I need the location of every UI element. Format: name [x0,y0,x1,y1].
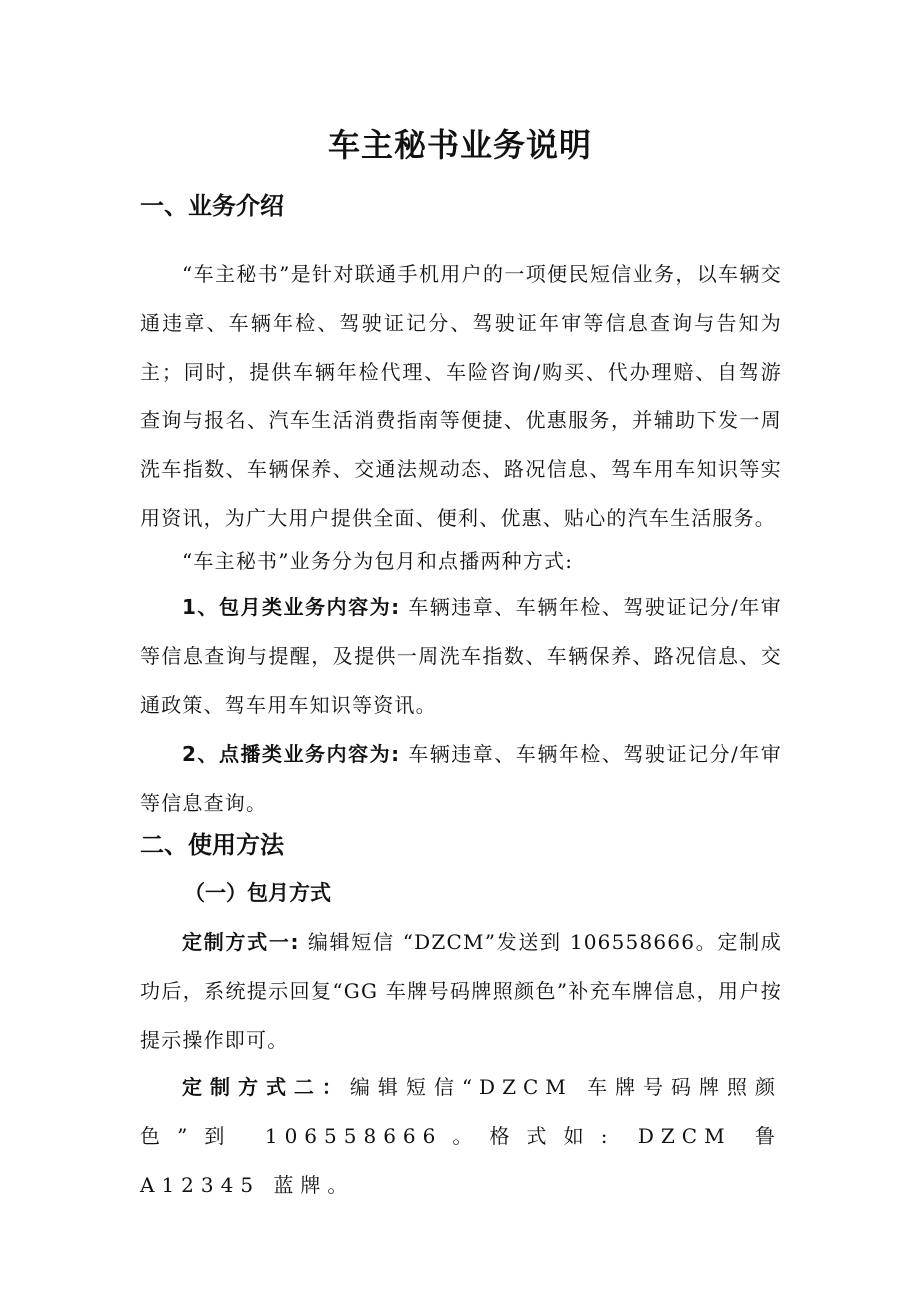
subscribe-method-one-label: 定制方式一: [182,930,300,954]
monthly-content-text: 车辆违章、车辆年检、驾驶证记分/年审等信息查询与提醒，及提供一周洗车指数、车辆保养、路况信息、交通政策、驾车用车知识等资讯。 [140,595,782,717]
subscribe-method-two-text: 编辑短信“DZCM 车牌号码牌照颜色”到 106558666。格式如: DZCM 鲁 A12345 蓝牌。 [140,1075,783,1197]
document-title: 车主秘书业务说明 [327,126,592,164]
on-demand-content-label: 2、点播类业务内容为: [182,742,401,766]
intro-paragraph: “车主秘书”是针对联通手机用户的一项便民短信业务，以车辆交通违章、车辆年检、驾驶证记分、驾驶证年审等信息查询与告知为主；同时，提供车辆年检代理、车险咨询/购买、代办理赔、自驾游查询与报名、汽车生活消费指南等便捷、优惠服务，并辅助下发一周洗车指数、车辆保养、交通法规动态、路况信息、驾车用车知识等实用资讯，为广大用户提供全面、便利、优惠、贴心的汽车生活服务。 [140,262,782,530]
subscribe-method-two-label: 定制方式二： [182,1075,350,1099]
on-demand-content-text: 车辆违章、车辆年检、驾驶证记分/年审等信息查询。 [140,742,782,815]
monthly-content-paragraph [140,583,782,729]
section-heading-intro: 一、业务介绍 [140,192,284,220]
subsection-heading-monthly: （一）包月方式 [184,881,331,905]
monthly-content-label: 1、包月类业务内容为: [182,595,401,619]
subscribe-method-one-paragraph [140,918,782,1064]
on-demand-content-paragraph [140,730,782,828]
modes-intro-paragraph: “车主秘书”业务分为包月和点播两种方式: [182,549,574,573]
subscribe-method-two-paragraph [140,1063,782,1209]
section-heading-usage: 二、使用方法 [140,831,284,859]
subscribe-method-one-text: 编辑短信 “DZCM”发送到 106558666。定制成功后，系统提示回复“GG 车牌号码牌照颜色”补充车牌信息，用户按提示操作即可。 [140,930,782,1052]
